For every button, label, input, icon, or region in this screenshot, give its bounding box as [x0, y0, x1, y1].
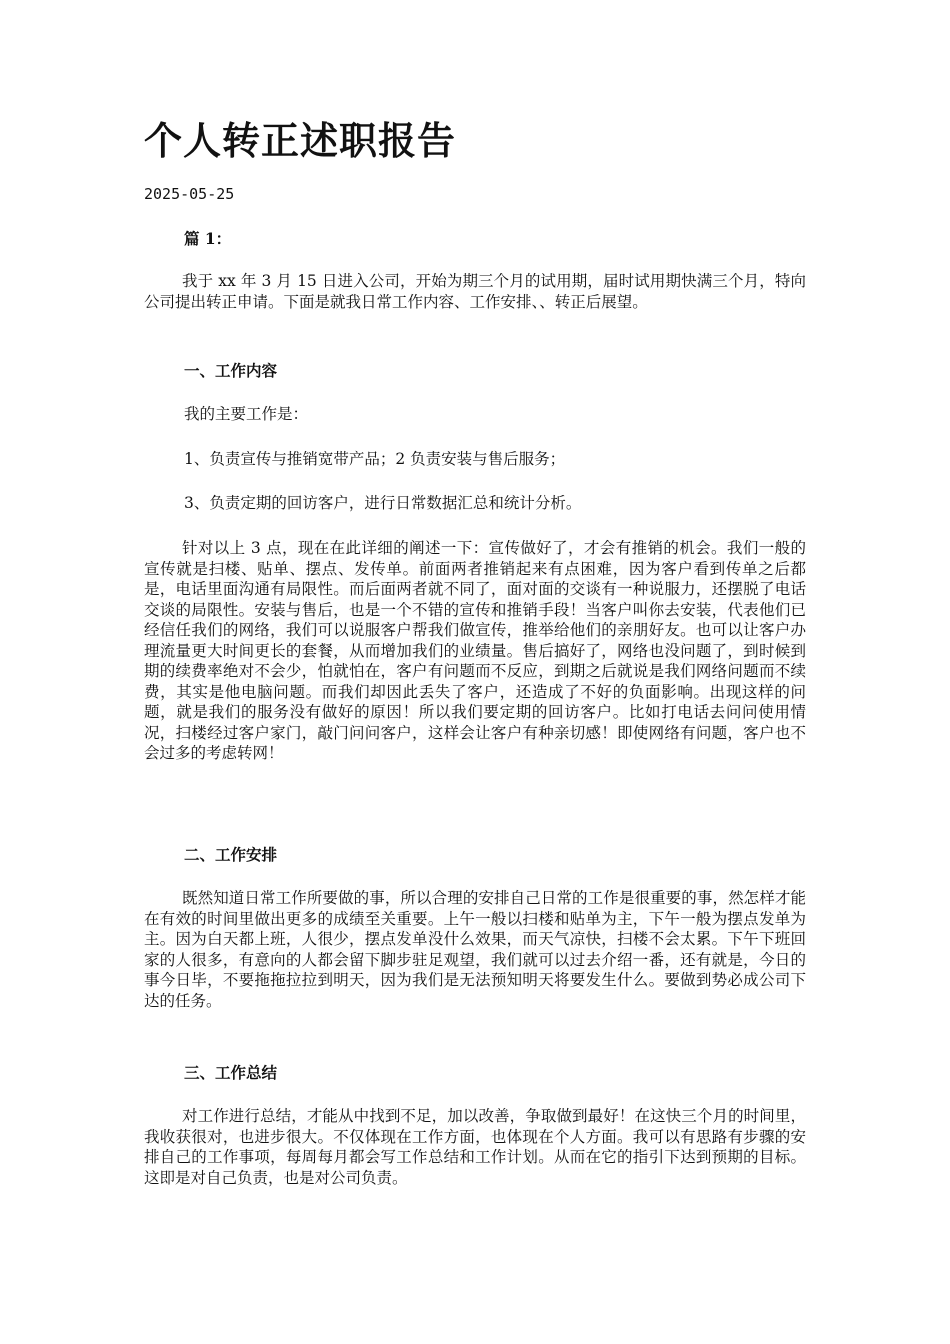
intro-paragraph: 我于 xx 年 3 月 15 日进入公司，开始为期三个月的试用期，届时试用期快满三个月，特向公司提出转正申请。下面是就我日常工作内容、工作安排、、转正后展望。: [144, 272, 806, 311]
heading-work-summary: 三、工作总结: [184, 1063, 278, 1082]
summary-paragraph: 对工作进行总结，才能从中找到不足，加以改善，争取做到最好！在这快三个月的时间里，我收获很对，也进步很大。不仅体现在工作方面，也体现在个人方面。我可以有思路有步骤的安排自己的工作事项，每周每月都会写工作总结和工作计划。从而在它的指引下达到预期的目标。这即是对自己负责，也是对公司负责。: [144, 1107, 806, 1187]
arrangement-paragraph: 既然知道日常工作所要做的事，所以合理的安排自己日常的工作是很重要的事，然怎样才能在有效的时间里做出更多的成绩至关重要。上午一般以扫楼和贴单为主，下午一般为摆点发单为主。因为白天都上班，人很少，摆点发单没什么效果，而天气凉快，扫楼不会太累。下午下班回家的人很多，有意向的人都会留下脚步驻足观望，我们就可以过去介绍一番，还有就是，今日的事今日毕，不要拖拖拉拉到明天，因为我们是无法预知明天将要发生什么。要做到势必成公司下达的任务。: [144, 889, 806, 1010]
document-title: 个人转正述职报告: [144, 118, 457, 163]
work-item-3: 3、负责定期的回访客户，进行日常数据汇总和统计分析。: [184, 494, 582, 512]
document-date: 2025-05-25: [144, 185, 235, 203]
work-item-1-2: 1、负责宣传与推销宽带产品；2 负责安装与售后服务；: [184, 450, 566, 468]
section-label: 篇 1：: [184, 229, 232, 248]
heading-work-arrangement: 二、工作安排: [184, 845, 278, 864]
heading-work-content: 一、工作内容: [184, 361, 278, 380]
detail-paragraph: 针对以上 3 点，现在在此详细的阐述一下：宣传做好了，才会有推销的机会。我们一般的宣传就是扫楼、贴单、摆点、发传单。前面两者推销起来有点困难，因为客户看到传单之后都是，电话里面沟通有局限性。而后面两者就不同了，面对面的交谈有一种说服力，还摆脱了电话交谈的局限性。安装与售后，也是一个不错的宣传和推销手段！当客户叫你去安装，代表他们已经信任我们的网络，我们可以说服客户帮我们做宣传，推举给他们的亲朋好友。也可以让客户办理流量更大时间更长的套餐，从而增加我们的业绩量。售后搞好了，网络也没问题了，到时候到期的续费率绝对不会少，怕就怕在，客户有问题而不反应，到期之后就说是我们网络问题而不续费，其实是他电脑问题。而我们却因此丢失了客户，还造成了不好的负面影响。出现这样的问题，就是我们的服务没有做好的原因！所以我们要定期的回访客户。比如打电话去问问使用情况，扫楼经过客户家门，敲门问问客户，这样会让客户有种亲切感！即使网络有问题，客户也不会过多的考虑转网！: [144, 539, 806, 762]
main-work-line: 我的主要工作是：: [184, 405, 309, 423]
